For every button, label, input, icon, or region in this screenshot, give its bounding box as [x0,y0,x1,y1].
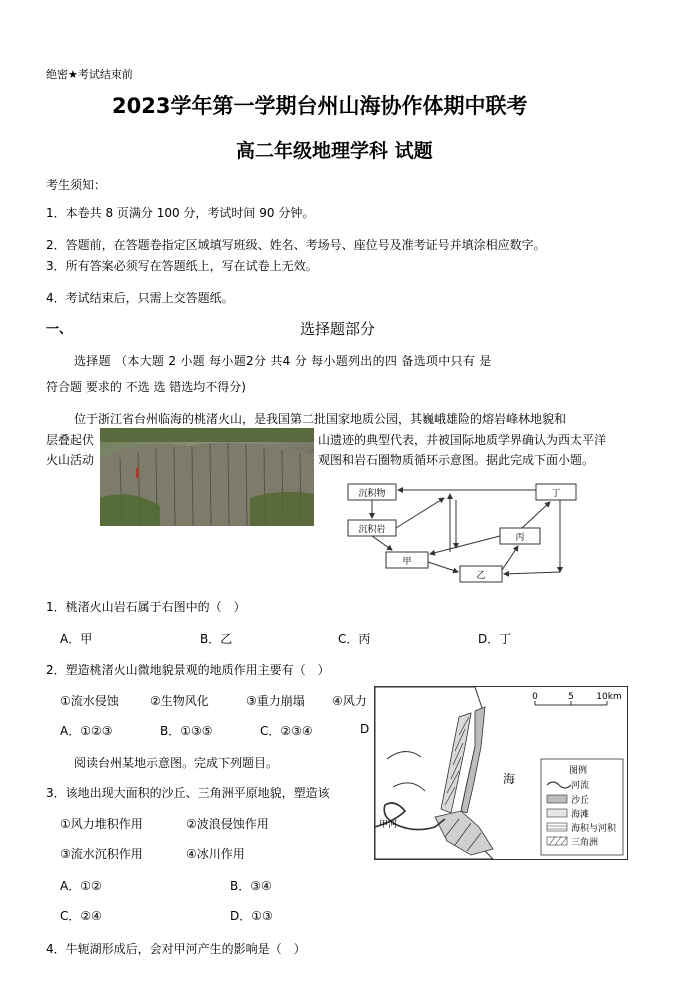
node-ding: 丁 [551,489,561,499]
q3-item-2: ②波浪侵蚀作用 [186,817,269,831]
exam-title: 2023学年第一学期台州山海协作体期中联考 [112,94,528,118]
section-title: 选择题部分 [300,320,376,338]
confidential-mark: 绝密★考试结束前 [46,68,133,81]
notice-heading: 考生须知： [46,178,107,192]
q2-item-2: ②生物风化 [150,694,209,708]
scale-label-10km: 10km [596,692,622,702]
river-label: 甲河 [379,820,398,830]
notice-item-1: 1．本卷共 8 页满分 100 分，考试时间 90 分钟。 [46,206,315,220]
legend-delta: 三角洲 [571,838,599,848]
q2-stem: 2．塑造桃渚火山微地貌景观的地质作用主要有（ ） [46,663,330,677]
passage1-line3-right: 观图和岩石圈物质循环示意图。据此完成下面小题。 [318,453,595,467]
passage1-line2-right: 山遗迹的典型代表，并被国际地质学界确认为西太平洋 [318,433,607,447]
q2-option-d: D [360,722,370,736]
node-bing: 丙 [515,533,525,543]
notice-item-2: 2．答题前，在答题卷指定区域填写班级、姓名、考场号、座位号及准考证号并填涂相应数字。 [46,238,546,252]
notice-item-3: 3．所有答案必须写在答题纸上，写在试卷上无效。 [46,259,318,273]
q2-item-3: ③重力崩塌 [246,694,305,708]
rock-cycle-diagram [344,478,590,588]
sea-label: 海 [503,772,516,786]
q3-stem: 3．该地出现大面积的沙丘、三角洲平原地貌，塑造该 [46,786,330,800]
q1-option-a: A．甲 [60,632,93,646]
section-label: 一、 [46,322,73,337]
taizhou-map [374,686,628,860]
q2-option-b: B．①③⑤ [160,724,213,738]
scale-label-5: 5 [568,692,574,702]
q3-option-b: B．③④ [230,879,272,893]
q1-option-b: B．乙 [200,632,233,646]
q3-option-a: A．①② [60,879,102,893]
legend-river: 河流 [571,781,590,791]
q2-item-4: ④风力 [332,694,367,708]
exam-subtitle: 高二年级地理学科 试题 [236,140,433,162]
node-sediment: 沉积物 [358,489,386,499]
q1-option-d: D．丁 [478,632,512,646]
q3-item-1: ①风力堆积作用 [60,817,143,831]
q4-stem: 4．牛轭湖形成后，会对甲河产生的影响是（ ） [46,942,306,956]
notice-item-4: 4．考试结束后，只需上交答题纸。 [46,291,234,305]
volcanic-rock-photo [100,428,314,526]
q3-item-3: ③流水沉积作用 [60,847,143,861]
node-yi: 乙 [476,571,486,581]
q3-item-4: ④冰川作用 [186,847,245,861]
passage1-line3-left: 火山活动 [46,453,95,467]
legend-dune: 沙丘 [571,796,590,806]
passage1-line2-left: 层叠起伏 [46,433,95,447]
section-instructions-2: 符合题 要求的 不选 选 错选均不得分) [46,380,246,394]
node-sedimentary-rock: 沉积岩 [358,525,386,535]
legend-beach: 海滩 [571,810,590,820]
passage2: 阅读台州某地示意图。完成下列题目。 [74,756,279,770]
node-jia: 甲 [402,557,412,567]
q1-option-c: C．丙 [338,632,371,646]
scale-label-0: 0 [532,692,538,702]
passage1-line1: 位于浙江省台州临海的桃渚火山，是我国第二批国家地质公园，其巍峨雄险的熔岩峰林地貌和 [74,412,567,426]
q3-option-d: D．①③ [230,909,273,923]
q2-item-1: ①流水侵蚀 [60,694,119,708]
section-instructions-1: 选择题 （本大题 2 小题 每小题2分 共4 分 每小题列出的四 备选项中只有 是 [74,354,492,368]
legend-title: 图例 [569,766,588,776]
q3-option-c: C．②④ [60,909,102,923]
q2-option-c: C．②③④ [260,724,313,738]
q1-stem: 1．桃渚火山岩石属于右图中的（ ） [46,600,246,614]
legend-marine-fluvial: 海积与河积 [571,824,617,834]
q2-option-a: A．①②③ [60,724,113,738]
